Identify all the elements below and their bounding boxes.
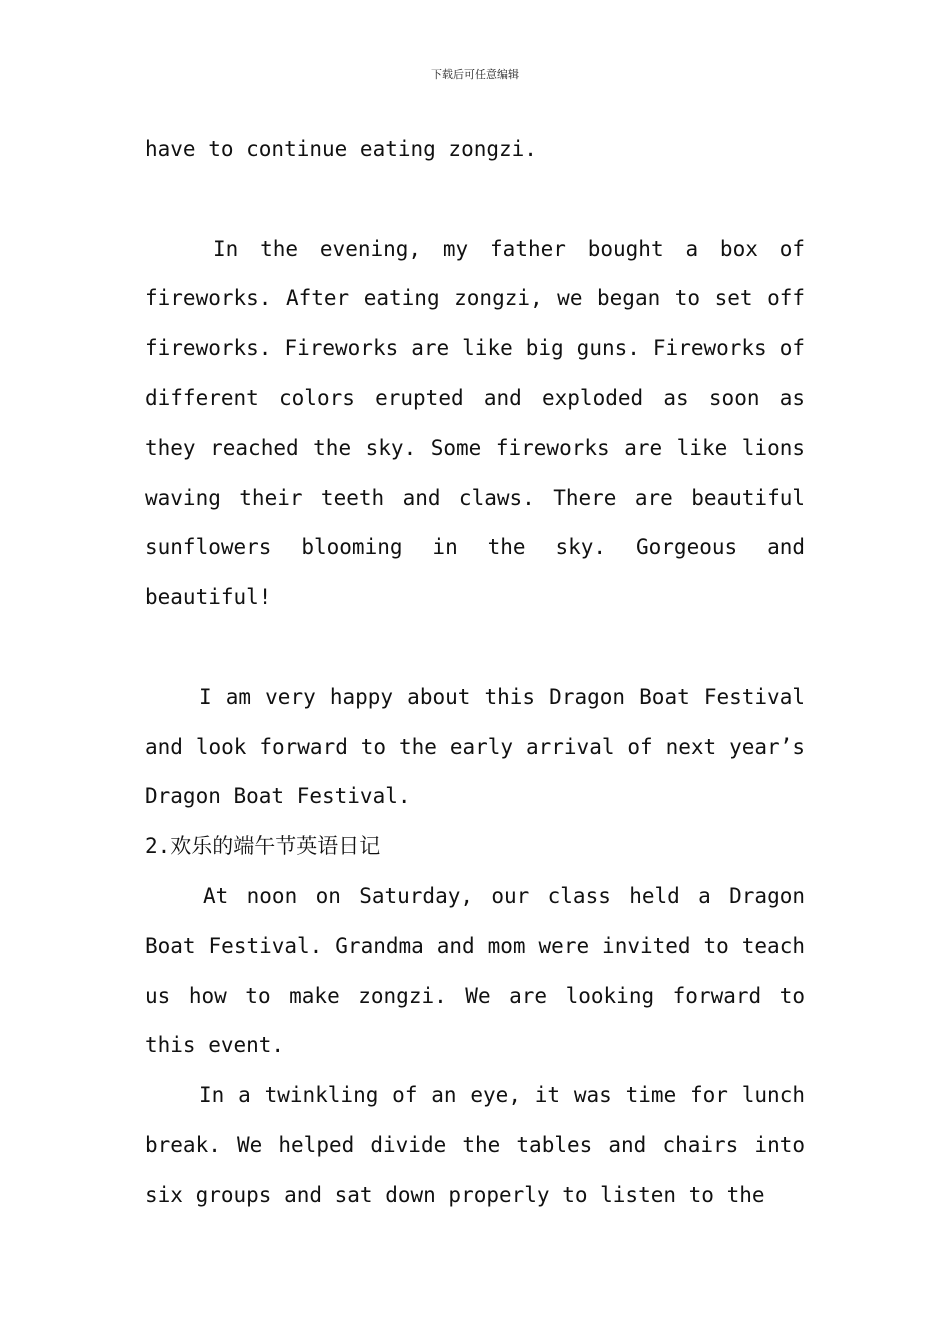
paragraph-evening-fireworks: In the evening, my father bought a box of fireworks. After eating zongzi, we began to set off fireworks. Fireworks are like big guns. Fireworks of different colors erupted and exploded as soon as they reached the sky. Some fireworks are like lions waving their teeth and claws. There are beautiful sunflowers blooming in the sky. Gorgeous and beautiful! [145, 236, 805, 610]
document-body [145, 125, 805, 1221]
page-header-note: 下载后可任意编辑 [431, 68, 519, 81]
paragraph-class-festival: At noon on Saturday, our class held a Dragon Boat Festival. Grandma and mom were invited to teach us how to make zongzi. We are looking forward to this event. [145, 883, 805, 1058]
paragraph-continuation: have to continue eating zongzi. [145, 137, 537, 161]
section-heading: 2.欢乐的端午节英语日记 [145, 834, 381, 859]
paragraph-lunch-break: In a twinkling of an eye, it was time for lunch break. We helped divide the tables and chairs into six groups and sat down properly to listen to the [145, 1083, 805, 1207]
paragraph-happy-festival: I am very happy about this Dragon Boat Festival and look forward to the early arrival of next year’s Dragon Boat Festival. [145, 684, 805, 809]
